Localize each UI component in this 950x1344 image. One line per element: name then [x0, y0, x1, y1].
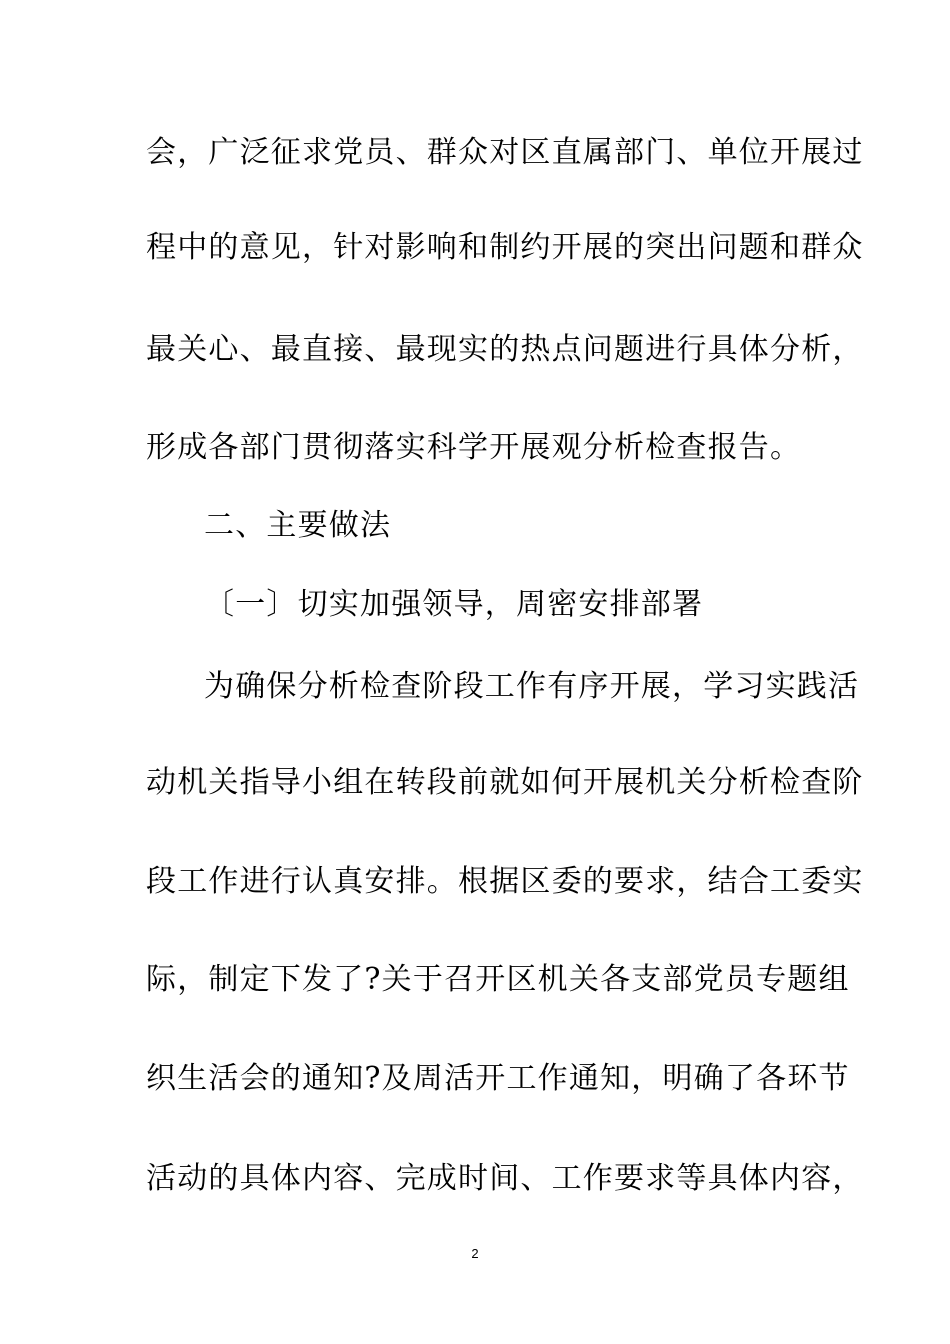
body-text-line: 会，广泛征求党员、群众对区直属部门、单位开展过: [146, 135, 864, 170]
paragraph-first-line: 为确保分析检查阶段工作有序开展，学习实践活: [204, 669, 860, 704]
body-text-line: 织生活会的通知?及周活开工作通知，明确了各环节: [146, 1061, 850, 1096]
body-text-line: 程中的意见，针对影响和制约开展的突出问题和群众: [146, 230, 864, 265]
body-text-line: 际，制定下发了?关于召开区机关各支部党员专题组: [146, 962, 850, 997]
subsection-heading: 〔一〕切实加强领导，周密安排部署: [204, 587, 704, 622]
body-text-line: 动机关指导小组在转段前就如何开展机关分析检查阶: [146, 765, 864, 800]
body-text-line: 段工作进行认真安排。根据区委的要求，结合工委实: [146, 864, 864, 899]
body-text-line: 活动的具体内容、完成时间、工作要求等具体内容，: [146, 1161, 864, 1196]
section-heading: 二、主要做法: [204, 508, 392, 543]
body-text-line: 形成各部门贯彻落实科学开展观分析检查报告。: [146, 430, 802, 465]
page-number: 2: [471, 1246, 479, 1261]
body-text-line: 最关心、最直接、最现实的热点问题进行具体分析，: [146, 332, 864, 367]
